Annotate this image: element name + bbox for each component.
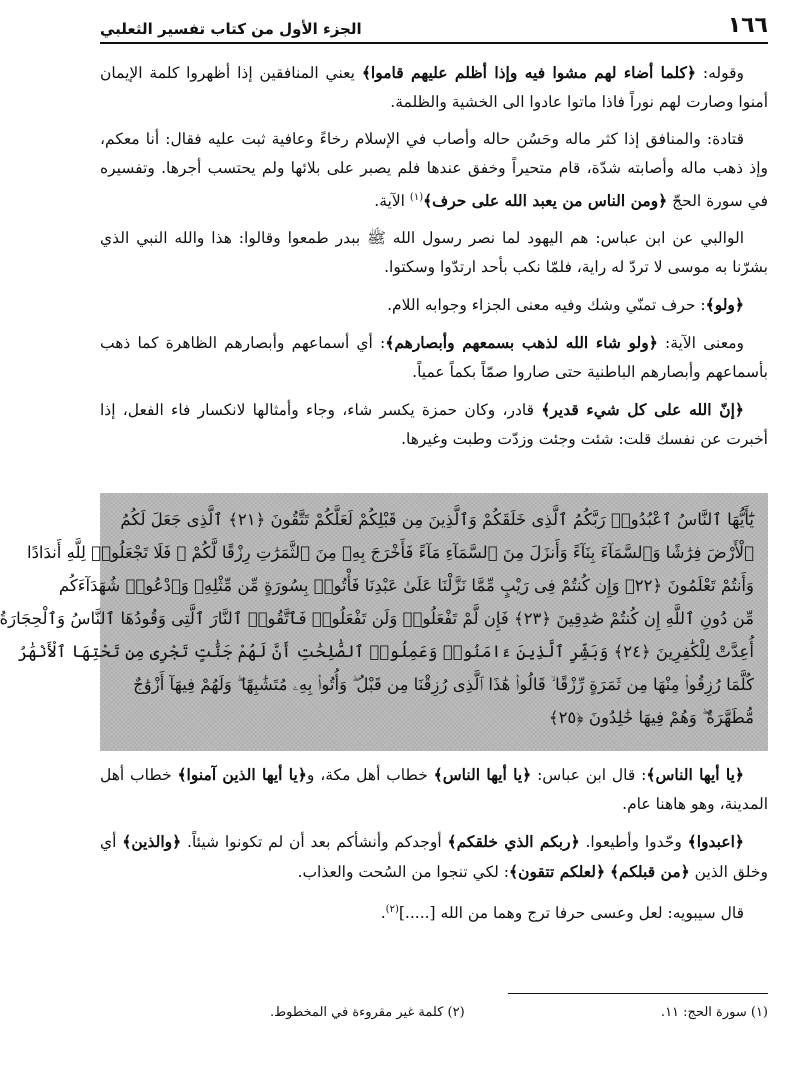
paragraph-8-verse-d: ﴿من قبلكم﴾ [609,862,690,881]
paragraph-8 [100,827,768,887]
paragraph-8-verse-c: ﴿والذين﴾ [122,832,182,851]
quran-line-2: ٱلْأَرْضَ فِرَٰشًا وَٱلسَّمَآءَ بِنَآءً وَأَنزَلَ مِنَ ٱلسَّمَآءِ مَآءً فَأَخْرَجَ بِهِۦ مِنَ ٱلثَّمَرَٰتِ رِزْقًا لَّكُمْ ۖ فَلَا تَجْعَلُوا۟ لِلَّهِ أَندَادًا [27,543,754,562]
paragraph-1 [100,58,768,117]
quran-line-7: مُّطَهَّرَةٌ ۖ وَهُمْ فِيهَا خَٰلِدُونَ ﴿٢٥﴾ [548,708,754,727]
paragraph-1-post: يعني المنافقين إذا أظهروا كلمة الإيمان أمنوا وصارت لهم نوراً فاذا ماتوا عادوا الى الخشية والظلمة. [100,64,768,111]
paragraph-7-mid: : قال ابن عباس: [531,766,647,784]
footnote-2: (٢) كلمة غير مقروءة في المخطوط. [270,1005,465,1020]
footnote-ref-1: (١) [409,192,424,203]
footnote-1: (١) سورة الحج: ١١. [660,1005,768,1020]
paragraph-8-verse-a: ﴿اعبدوا﴾ [687,832,744,851]
footnote-ref-2: (٢) [385,904,399,915]
paragraph-2-post: الآية. [374,192,410,211]
book-title: الجزء الأول من كتاب تفسير الثعلبي [100,20,362,38]
paragraph-8-mid: وحّدوا وأطيعوا. [579,833,688,851]
paragraph-8-verse-b: ﴿ربكم الذي خلقكم﴾ [447,832,580,851]
paragraph-7-verse-b: ﴿يا أيها الناس﴾ [433,765,532,784]
running-header [100,12,768,44]
paragraph-7-post: خطاب أهل المدينة، وهو هاهنا عام. [100,766,768,813]
paragraph-3-pre: الوالبي عن ابن عباس: هم اليهود لما نصر رسول الله ﷺ ببدر طمعوا وقالوا: هذا والله النبي الذي بشرّنا به موسى لا تردّ له راية، فلمّا نكب بأحد ارتدّوا وسكتوا. [100,229,768,277]
paragraph-9-post: . [380,904,386,923]
paragraph-7-verse-c: ﴿يا أيها الذين آمنوا﴾ [177,765,307,784]
page-number: ١٦٦ [727,13,768,38]
paragraph-5-verse: ﴿ولو شاء الله لذهب بسمعهم وأبصارهم﴾ [385,333,658,353]
paragraph-9 [100,895,768,928]
quran-line-5: أُعِدَّتْ لِلْكَٰفِرِينَ ﴿٢٤﴾ وَبَشِّرِ ٱلَّذِينَ ءَامَنُوا۟ وَعَمِلُوا۟ ٱلصَّٰلِحَٰتِ أَنَّ لَهُمْ جَنَّٰتٍ تَجْرِى مِن تَحْتِهَا ٱلْأَنْهَٰرُ [17,642,754,661]
paragraph-6-verse: ﴿إنّ الله على كل شيء قدير﴾ [541,400,745,420]
paragraph-1-verse: ﴿كلما أضاء لهم مشوا فيه وإذا أظلم عليهم قاموا﴾ [361,63,696,82]
paragraph-5-post: : أي أسماعهم وأبصارهم الظاهرة كما ذهب بأسماعهم وأبصارهم الباطنية حتى صاروا صمّاً بكماً عمياً. [100,334,768,382]
commentary-section-1 [100,58,768,462]
paragraph-4-verse: ﴿ولو﴾ [705,295,744,315]
paragraph-2-verse: ﴿ومن الناس من يعبد الله على حرف﴾ [423,191,668,211]
paragraph-2-pre: قتادة: والمنافق إذا كثر ماله وحَسُن حاله وأصاب في الإسلام رخاءً وعافية ثبت عليه فقال: أنا معكم، وإذ ذهب ماله وأصابته شدّة، قام متحيراً وخفق عندها فلم يصبر على بلائها ولم يحتسب أجرها. وتفسيره في سورة الحجّ [100,130,768,211]
paragraph-2 [100,125,768,216]
paragraph-8-post: : لكي تنجوا من السُحت والعذاب. [297,863,510,881]
paragraph-9-pre: قال سيبويه: لعل وعسى حرفا ترج وهما من الله [.....] [398,904,744,923]
paragraph-5-pre: ومعنى الآية: [657,334,744,353]
quran-line-6: كُلَّمَا رُزِقُوا۟ مِنْهَا مِن ثَمَرَةٍ رِّزْقًا ۙ قَالُوا۟ هَٰذَا ٱلَّذِى رُزِقْنَا مِن قَبْلُ ۖ وَأُتُوا۟ بِهِۦ مُتَشَٰبِهًا ۖ وَلَهُمْ فِيهَآ أَزْوَٰجٌ [133,675,754,694]
paragraph-4-post: : حرف تمنّي وشك وفيه معنى الجزاء وجوابه اللام. [387,296,706,315]
commentary-section-2 [100,760,768,936]
paragraph-8-verse-e: ﴿لعلكم تتقون﴾ [509,862,606,881]
paragraph-3 [100,224,768,282]
quran-line-4: مِّن دُونِ ٱللَّهِ إِن كُنتُمْ صَٰدِقِينَ ﴿٢٣﴾ فَإِن لَّمْ تَفْعَلُوا۟ وَلَن تَفْعَلُوا۟ فَٱتَّقُوا۟ ٱلنَّارَ ٱلَّتِى وَقُودُهَا ٱلنَّاسُ وَٱلْحِجَارَةُ [0,609,754,628]
paragraph-8-mid3: أي وخلق الذين [100,833,768,881]
quran-verses-box [0,493,768,751]
footnote-divider [508,993,768,994]
footnotes [100,1003,768,1023]
quran-line-3: وَأَنتُمْ تَعْلَمُونَ ﴿٢٢﴾ وَإِن كُنتُمْ فِى رَيْبٍ مِّمَّا نَزَّلْنَا عَلَىٰ عَبْدِنَا فَأْتُوا۟ بِسُورَةٍ مِّن مِّثْلِهِۦ وَٱدْعُوا۟ شُهَدَآءَكُم [58,576,754,595]
paragraph-7-verse-a: ﴿يا أيها الناس﴾ [646,765,744,784]
paragraph-4 [100,290,768,320]
paragraph-6-post: قادر، وكان حمزة يكسر شاء، وجاء وأمثالها لانكسار فاء الفعل، إذا أخبرت عن نفسك قلت: شئت وجئت وزدّت وطبت وغيرها. [100,401,768,449]
paragraph-1-pre: وقوله: [695,64,745,82]
paragraph-6 [100,395,768,454]
paragraph-8-mid2: أوجدكم وأنشأكم بعد أن لم تكونوا شيئاً. [181,833,448,851]
paragraph-7 [100,760,768,819]
paragraph-5 [100,328,768,387]
paragraph-7-mid2: خطاب أهل مكة، و [306,766,434,784]
quran-line-1: يَٰٓأَيُّهَا ٱلنَّاسُ ٱعْبُدُوا۟ رَبَّكُمُ ٱلَّذِى خَلَقَكُمْ وَٱلَّذِينَ مِن قَبْلِكُمْ لَعَلَّكُمْ تَتَّقُونَ ﴿٢١﴾ ٱلَّذِى جَعَلَ لَكُمُ [120,510,754,529]
